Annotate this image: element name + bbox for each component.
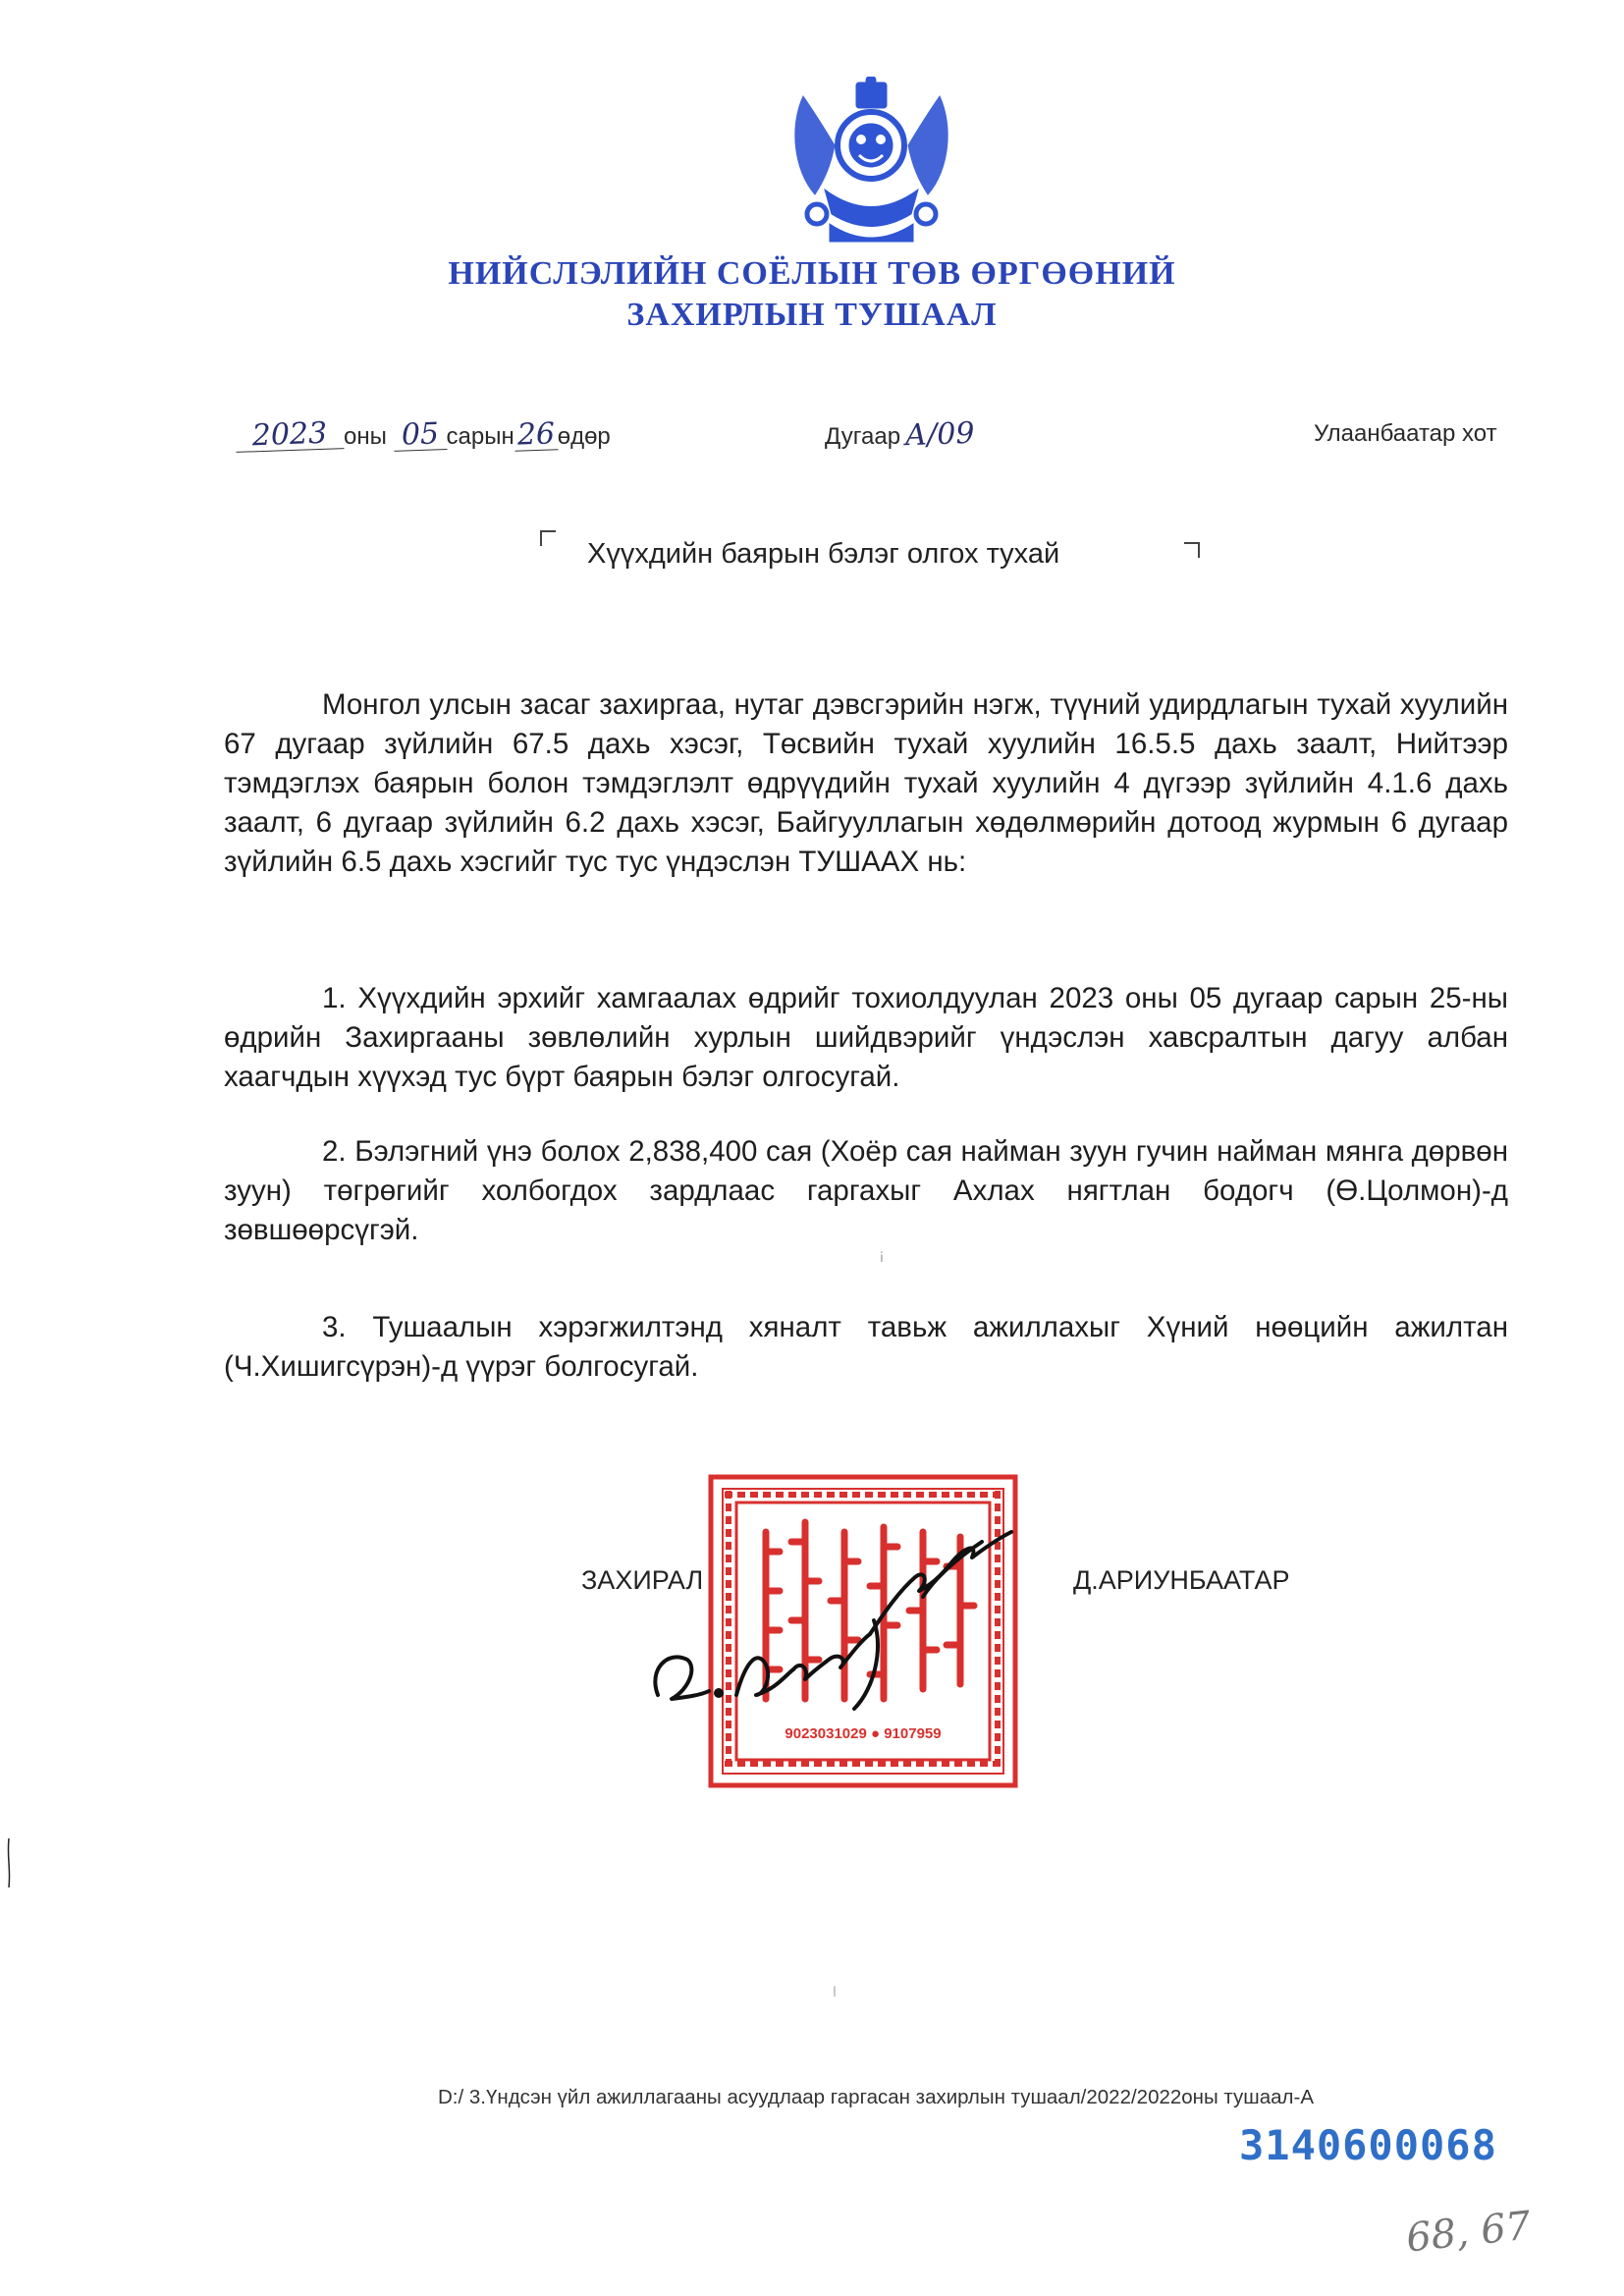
signatory-name: Д.АРИУНБААТАР xyxy=(1073,1565,1290,1595)
date-year: 2023 xyxy=(235,418,344,453)
order-item-2 xyxy=(224,1132,1508,1250)
date-month: 05 xyxy=(393,419,447,452)
date-year-suffix: оны xyxy=(344,423,387,450)
subject-corner-right xyxy=(1184,542,1200,558)
order-item-text: 2. Бэлэгний үнэ болох 2,838,400 сая (Хоёр сая найман зуун гучин найман мянга дөрвөн зуун) төгрөгийг холбогдох зардлаас гаргахыг Ахлах нягтлан бодогч (Ө.Цолмон)-д зөвшөөрсүгэй. xyxy=(224,1135,1508,1246)
body-intro xyxy=(224,685,1508,882)
intro-paragraph: Монгол улсын засаг захиргаа, нутаг дэвсгэрийн нэгж, түүний удирдлагын тухай хуулийн 67 дугаар зүйлийн 67.5 дахь хэсэг, Төсвийн тухай хуулийн 16.5.5 дахь заалт, Нийтээр тэмдэглэх баярын болон тэмдэглэлт өдрүүдийн тухай хуулийн 4 дүгээр зүйлийн 4.1.6 дахь заалт, 6 дугаар зүйлийн 6.2 дахь хэсэг, Байгууллагын хөдөлмөрийн дотоод журмын 6 дугаар зүйлийн 6.5 дахь хэсгийг тус тус үндэслэн ТУШААХ нь: xyxy=(224,688,1508,878)
number-value: А/09 xyxy=(903,415,976,454)
order-item-text: 3. Тушаалын хэрэгжилтэнд хяналт тавьж ажиллахыг Хүний нөөцийн ажилтан (Ч.Хишигсүрэн)-д үүрэг болгосугай. xyxy=(224,1311,1508,1383)
number-line xyxy=(825,415,979,454)
date-month-suffix: сарын xyxy=(446,423,514,450)
document-registration-code: 3140600068 xyxy=(1239,2121,1497,2169)
city: Улаанбаатар хот xyxy=(1314,420,1497,447)
scan-edge-mark xyxy=(6,1838,12,1887)
handwritten-page-note: 68, 67 xyxy=(1403,2203,1534,2262)
date-day: 26 xyxy=(514,419,558,452)
file-path-footer: D:/ 3.Үндсэн үйл ажиллагааны асуудлаар гаргасан захирлын тушаал/2022/2022оны тушаал-А xyxy=(438,2086,1315,2108)
subject-title: Хүүхдийн баярын бэлэг олгох тухай xyxy=(587,538,1060,570)
order-item-3 xyxy=(224,1308,1508,1387)
number-label: Дугаар xyxy=(825,423,901,450)
order-item-text: 1. Хүүхдийн эрхийг хамгаалах өдрийг тохиолдуулан 2023 оны 05 дугаар сарын 25-ны өдрийн Захиргааны зөвлөлийн хурлын шийдвэрийг үндэслэн хавсралтын дагуу албан хаагчдын хүүхэд тус бүрт баярын бэлэг олгосугай. xyxy=(224,982,1508,1093)
header-title-line2: ЗАХИРЛЫН ТУШААЛ xyxy=(626,297,998,333)
scan-speck: ⅼ xyxy=(833,1984,837,1999)
state-emblem-icon xyxy=(785,77,957,251)
date-day-suffix: өдөр xyxy=(557,423,611,450)
subject-corner-left xyxy=(540,530,556,546)
handwritten-signature xyxy=(628,1503,1080,1738)
date-line xyxy=(236,415,611,454)
signatory-position: ЗАХИРАЛ xyxy=(581,1565,704,1595)
order-item-1 xyxy=(224,979,1508,1097)
header-title-line1: НИЙСЛЭЛИЙН СОЁЛЫН ТӨВ ӨРГӨӨНИЙ xyxy=(448,255,1176,292)
scan-speck: ⅰ xyxy=(880,1249,884,1265)
stamp-number: 9023031029 ● 9107959 xyxy=(785,1725,942,1742)
